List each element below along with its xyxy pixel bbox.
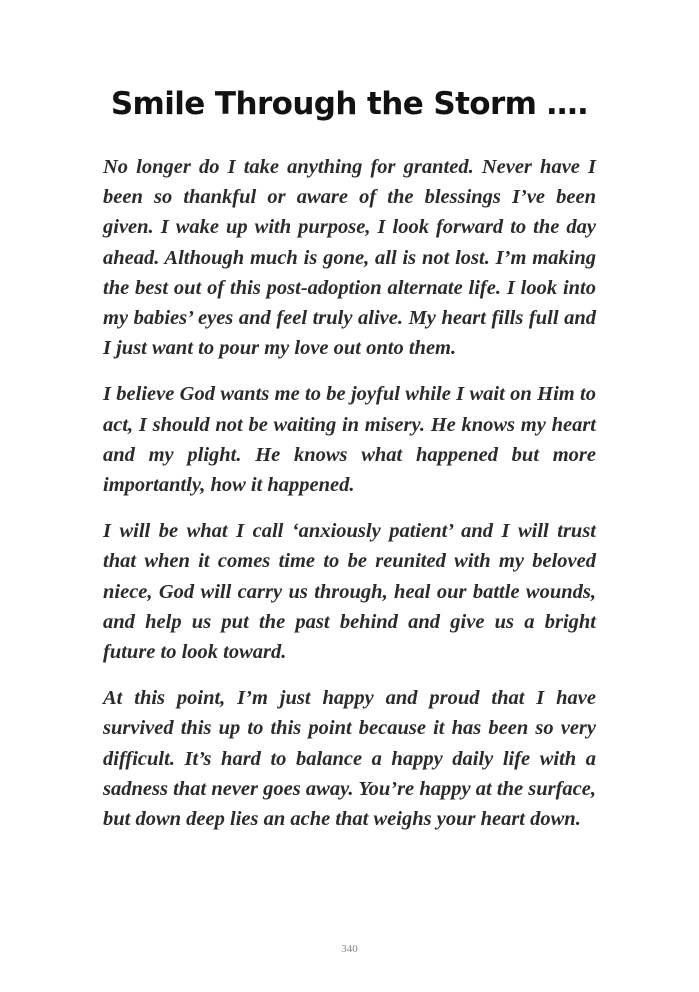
paragraph-1: No longer do I take anything for granted. Never have I been so thankful or aware of the blessings I’ve been given. I wake up with purpose, I look forward to the day ahead. Although much is gone, all is not lost. I’m making the best out of this post-adoption alternate life. I look into my babies’ eyes and feel truly alive. My heart fills full and I just want to pour my love out onto them.: [103, 156, 596, 360]
paragraph-3: I will be what I call ‘anxiously patient’ and I will trust that when it comes time to be reunited with my beloved niece, God will carry us through, heal our battle wounds, and help us put the past behind and give us a bright future to look toward.: [103, 520, 596, 664]
page-number: 340: [341, 943, 358, 955]
page-title: Smile Through the Storm ….: [110, 86, 589, 122]
body-text: [103, 152, 596, 850]
paragraph-4: At this point, I’m just happy and proud that I have survived this up to this point because it has been so very difficult. It’s hard to balance a happy daily life with a sadness that never goes away. You’re happy at the surface, but down deep lies an ache that weighs your heart down.: [103, 687, 596, 831]
paragraph-2: I believe God wants me to be joyful while I wait on Him to act, I should not be waiting in misery. He knows my heart and my plight. He knows what happened but more importantly, how it happened.: [103, 383, 596, 497]
